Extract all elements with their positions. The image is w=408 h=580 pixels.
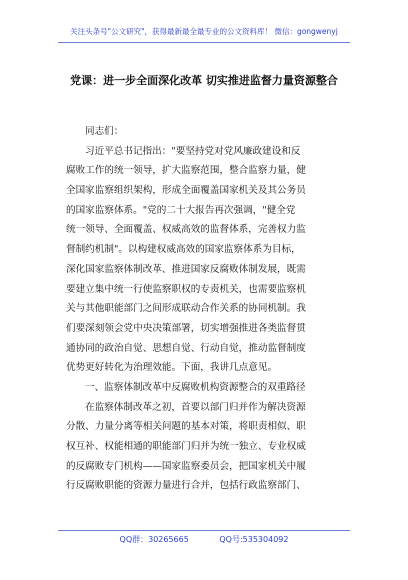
text-line: 在监察体制改革之初，首要以部门归并作为解决资源 xyxy=(85,401,306,413)
header-divider xyxy=(58,42,350,43)
text-line: 全国家监察组织架构，形成全面覆盖国家机关及其公务员 xyxy=(66,185,306,197)
text-line: 优势更好转化为治理效能。下面，我讲几点意见。 xyxy=(66,362,278,374)
text-line: 腐败工作的统一领导，扩大监察范围，整合监察力量，健 xyxy=(66,165,306,177)
text-line: 权互补、权能相通的职能部门归并为统一独立、专业权威 xyxy=(66,441,306,452)
footer-contact xyxy=(0,534,408,545)
text-line: 深化国家监察体制改革、推进国家反腐败体制发展，既需 xyxy=(66,263,306,275)
text-line: 督制约机制"。以构建权威高效的国家监察体系为目标， xyxy=(66,244,301,256)
footer-divider xyxy=(58,530,350,531)
text-line: 通协同的政治自觉、思想自觉、行动自觉，推动监督制度 xyxy=(66,342,306,354)
text-line: 统一领导、全面覆盖、权威高效的监督体系，完善权力监 xyxy=(66,224,306,236)
text-line: 行反腐败职能的资源力量进行合并，包括行政监察部门、 xyxy=(66,480,306,492)
text-line: 们要深刻领会党中央决策部署，切实增强推进各类监督贯 xyxy=(66,322,306,334)
text-line: 关与其他职能部门之间形成联动合作关系的协同机制。我 xyxy=(66,303,306,315)
header-banner: 关注头条号"公文研究"，获得最新最全最专业的公文资料库！ 微信：gongwenyj xyxy=(70,27,338,36)
qq-number: QQ号:535304092 xyxy=(219,535,289,544)
text-line: 要建立集中统一行使监察职权的专责机关，也需要监察机 xyxy=(66,283,306,295)
section-heading: 一、监察体制改革中反腐败机构资源整合的双重路径 xyxy=(85,381,306,393)
text-line: 习近平总书记指出："要坚持党对党风廉政建设和反 xyxy=(85,145,301,157)
document-title: 党课：进一步全面深化改革 切实推进监督力量资源整合 xyxy=(70,74,338,87)
document-body xyxy=(66,122,350,496)
qq-group: QQ群：30265665 xyxy=(119,535,189,544)
salutation: 同志们： xyxy=(85,126,124,137)
text-line: 分散、力量分离等相关问题的基本对策，将职责相似、职 xyxy=(66,421,306,433)
text-line: 的国家监察体系。"党的二十大报告再次强调，"健全党 xyxy=(66,204,296,216)
text-line: 的反腐败专门机构——国家监察委员会，把国家机关中履 xyxy=(66,460,306,472)
